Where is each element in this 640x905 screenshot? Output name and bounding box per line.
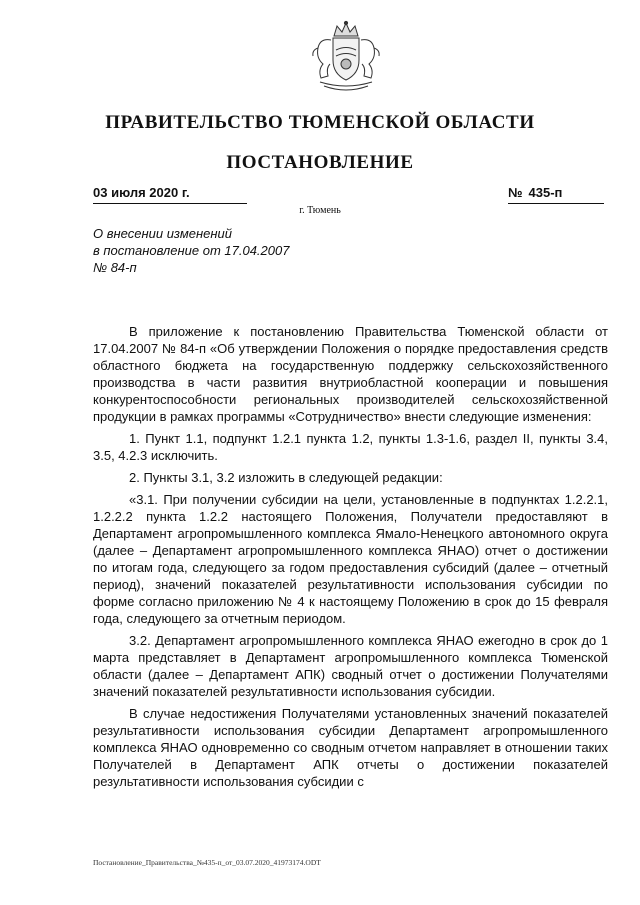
body-paragraph: 1. Пункт 1.1, подпункт 1.2.1 пункта 1.2, пункты 1.3-1.6, раздел II, пункты 3.4, 3.5, 4.2.3 исключить.	[93, 431, 608, 463]
subject-line: № 84-п	[93, 260, 137, 275]
document-body	[93, 323, 608, 795]
number-value: 435-п	[528, 185, 563, 200]
body-paragraph: В приложение к постановлению Правительства Тюменской области от 17.04.2007 № 84-п «Об утверждении Положения о порядке предоставления средств областного бюджета на государственную поддержку сельскохозяйственного производства в части развития внутриобластной кооперации и повышения конкурентоспособности региональных производителей сельскохозяйственной продукции в рамках программы «Сотрудничество» внести следующие изменения:	[93, 324, 608, 424]
document-number	[508, 185, 604, 204]
government-title: ПРАВИТЕЛЬСТВО ТЮМЕНСКОЙ ОБЛАСТИ	[105, 112, 535, 133]
number-sign: №	[508, 185, 523, 200]
body-paragraph: «3.1. При получении субсидии на цели, установленные в подпунктах 1.2.2.1, 1.2.2.2 пункта 1.2.2 настоящего Положения, Получатели предоставляют в Департамент агропромышленного комплекса Ямало-Ненецкого автономного округа (далее – Департамент агропромышленного комплекса ЯНАО) отчет о достижении по итогам года, следующего за годом предоставления субсидий (далее – отчетный период), значений показателей результативности использования субсидии по форме согласно приложению № 4 к настоящему Положению в срок до 15 февраля года, следующего за отчетным периодом.	[93, 492, 608, 626]
document-subject	[93, 225, 353, 276]
document-date: 03 июля 2020 г.	[93, 185, 247, 204]
body-paragraph: 2. Пункты 3.1, 3.2 изложить в следующей редакции:	[129, 470, 443, 485]
subject-line: О внесении изменений	[93, 226, 232, 241]
body-paragraph: В случае недостижения Получателями установленных значений показателей результативности использования субсидии Департамент агропромышленного комплекса ЯНАО одновременно со сводным отчетом направляет в отношении таких Получателей в Департамент АПК отчеты о достижении показателей результативности использования субсидии с	[93, 706, 608, 789]
footer-file-name: Постановление_Правительства_№435-п_от_03.07.2020_41973174.ODT	[93, 858, 321, 867]
tyumen-region-coat-of-arms-icon	[306, 20, 386, 96]
subject-line: в постановление от 17.04.2007	[93, 243, 290, 258]
document-type: ПОСТАНОВЛЕНИЕ	[226, 152, 414, 173]
document-city: г. Тюмень	[299, 205, 341, 216]
body-paragraph: 3.2. Департамент агропромышленного комплекса ЯНАО ежегодно в срок до 1 марта представляет в Департамент агропромышленного комплекса Тюменской области (далее – Департамент АПК) сводный отчет о достижении Получателями значений показателей результативности использования субсидии.	[93, 633, 608, 699]
